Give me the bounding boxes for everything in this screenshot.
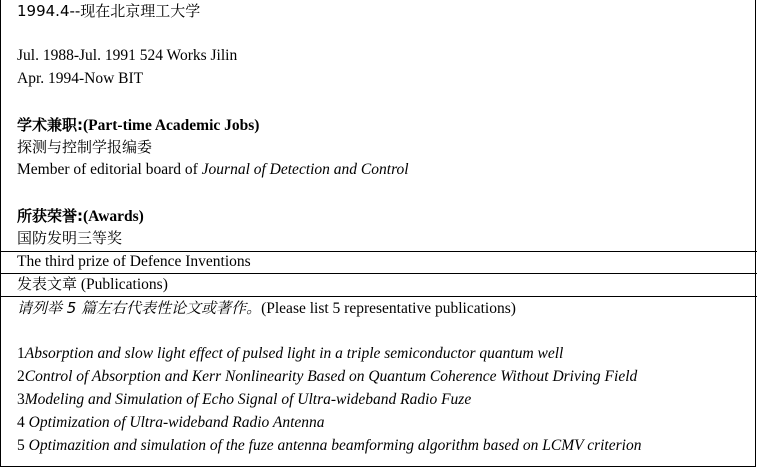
- publications-header: [17, 274, 168, 295]
- jobs-item-en-prefix: Member of editorial board of: [17, 161, 202, 178]
- jobs-heading: [17, 115, 259, 136]
- publication-number: 3: [17, 391, 25, 408]
- publication-title: Optimization of Ultra-wideband Radio Antenna: [28, 414, 325, 431]
- awards-heading-en: (Awards): [83, 208, 144, 225]
- publications-instruction-en: (Please list 5 representative publications): [261, 300, 516, 317]
- jobs-heading-en: (Part-time Academic Jobs): [83, 117, 260, 134]
- publication-item-4: [17, 413, 325, 433]
- career-line-1988: Jul. 1988-Jul. 1991 524 Works Jilin: [17, 47, 238, 64]
- publication-item-3: [17, 390, 471, 410]
- publication-item-1: [17, 344, 563, 364]
- publication-number: 2: [17, 368, 25, 385]
- jobs-heading-cn: 学术兼职:: [17, 116, 83, 134]
- publications-instruction: [17, 298, 516, 319]
- publication-number: 5: [17, 437, 29, 454]
- publications-instruction-cn: 请列举 5 篇左右代表性论文或著作。: [17, 299, 262, 317]
- publication-item-5: [17, 436, 641, 456]
- journal-name: Journal of Detection and Control: [201, 161, 409, 178]
- publication-title: Optimazition and simulation of the fuze antenna beamforming algorithm based on LCMV criterion: [28, 437, 642, 454]
- publications-header-cn: 发表文章: [17, 275, 78, 293]
- publication-number: 4: [17, 414, 29, 431]
- awards-heading: [17, 206, 144, 227]
- publication-number: 1: [17, 345, 25, 362]
- career-line-1994: Apr. 1994-Now BIT: [17, 70, 144, 87]
- career-line-current: 1994.4--现在北京理工大学: [17, 2, 201, 20]
- publication-title: Modeling and Simulation of Echo Signal of Ultra-wideband Radio Fuze: [24, 391, 472, 408]
- awards-item-en: The third prize of Defence Inventions: [17, 253, 251, 270]
- jobs-item-en: [17, 160, 409, 180]
- jobs-item-cn: 探测与控制学报编委: [17, 138, 153, 156]
- publication-title: Control of Absorption and Kerr Nonlinearity Based on Quantum Coherence Without Driving Field: [24, 368, 638, 385]
- publication-title: Absorption and slow light effect of pulsed light in a triple semiconductor quantum well: [24, 345, 564, 362]
- row-divider-publications-list: [1, 296, 757, 297]
- publications-header-en: (Publications): [77, 276, 168, 293]
- awards-heading-cn: 所获荣誉:: [17, 207, 83, 225]
- publication-item-2: [17, 367, 637, 387]
- awards-item-cn: 国防发明三等奖: [17, 229, 123, 247]
